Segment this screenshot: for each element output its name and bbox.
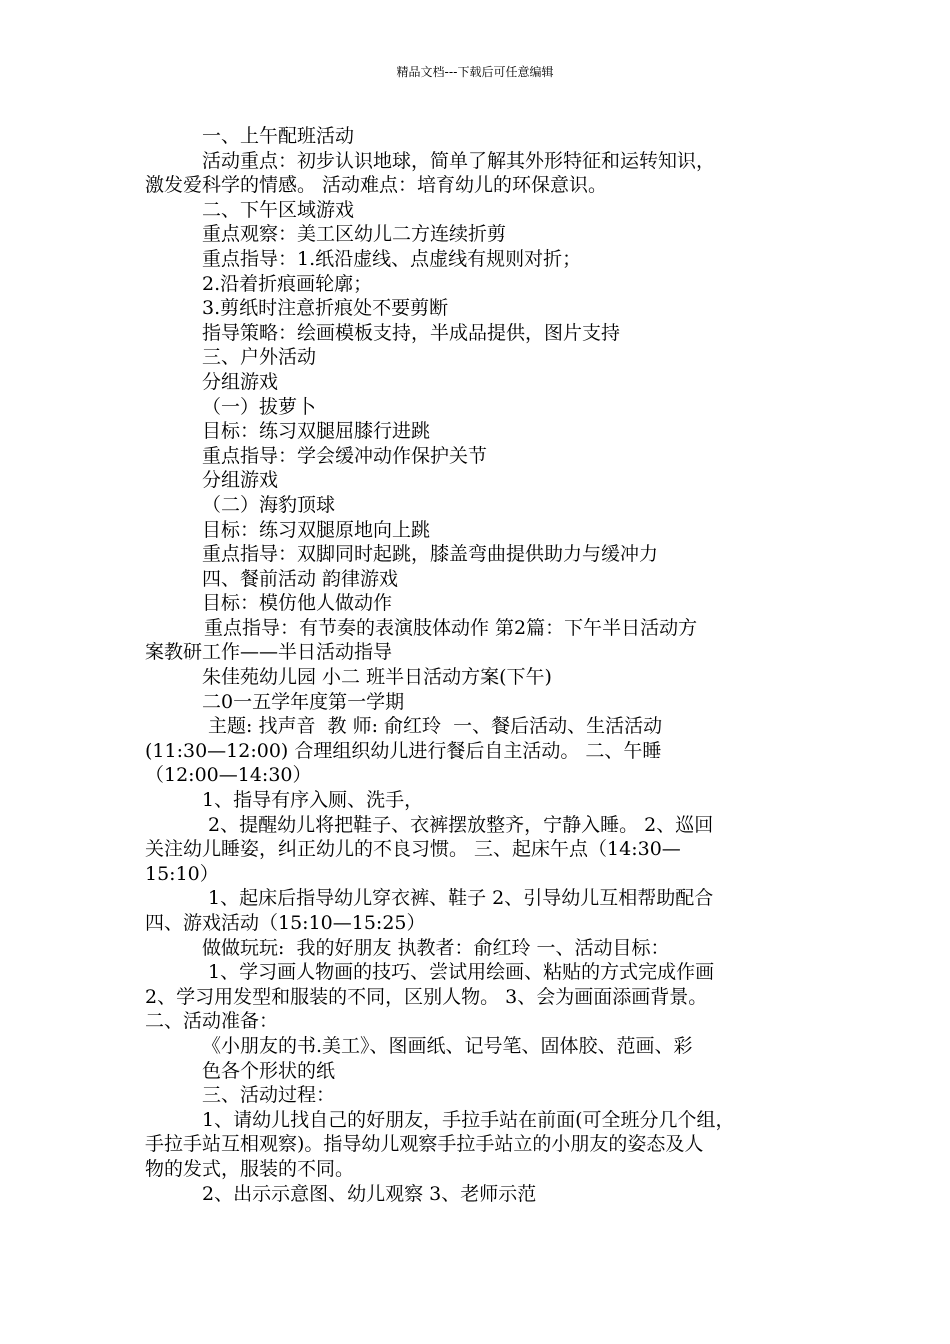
- text-line: 关注幼儿睡姿，纠正幼儿的不良习惯。 三、起床午点（14:30—: [145, 838, 681, 861]
- text-line: （二）海豹顶球: [202, 493, 336, 516]
- text-line: 目标：模仿他人做动作: [202, 592, 393, 615]
- text-line: 2、学习用发型和服装的不同，区别人物。 3、会为画面添画背景。: [145, 985, 708, 1008]
- text-line: 二、活动准备：: [145, 1010, 279, 1033]
- text-line: 朱佳苑幼儿园 小二 班半日活动方案(下午): [202, 666, 552, 689]
- text-line: 重点观察：美工区幼儿二方连续折剪: [202, 223, 507, 246]
- text-line: 2、提醒幼儿将把鞋子、衣裤摆放整齐，宁静入睡。 2、巡回: [202, 813, 714, 836]
- text-line: 重点指导：学会缓冲动作保护关节: [202, 444, 488, 467]
- text-line: 做做玩玩: 我的好朋友 执教者：俞红玲 一、活动目标：: [202, 936, 670, 959]
- text-line: 1、学习画人物画的技巧、尝试用绘画、粘贴的方式完成作画: [202, 961, 715, 984]
- text-line: 重点指导：1.纸沿虚线、点虚线有规则对折；: [202, 247, 582, 270]
- text-line: 四、餐前活动 韵律游戏: [202, 567, 399, 590]
- text-line: 15:10）: [145, 862, 219, 885]
- text-line: 重点指导：双脚同时起跳，膝盖弯曲提供助力与缓冲力: [202, 543, 659, 566]
- text-line: 2、出示示意图、幼儿观察 3、老师示范: [202, 1182, 537, 1205]
- text-line: 一、上午配班活动: [202, 125, 355, 147]
- text-line: 三、户外活动: [202, 346, 317, 369]
- text-line: 分组游戏: [202, 469, 279, 492]
- text-line: (11:30—12:00) 合理组织幼儿进行餐后自主活动。 二、午睡: [145, 739, 662, 762]
- text-line: 二、下午区域游戏: [202, 198, 355, 221]
- text-line: （12:00—14:30）: [145, 764, 312, 787]
- text-line: 二0一五学年度第一学期: [202, 690, 405, 713]
- text-line: 三、活动过程：: [202, 1084, 336, 1107]
- text-line: 色各个形状的纸: [202, 1059, 336, 1082]
- text-line: 重点指导：有节奏的表演肢体动作 第2篇：下午半日活动方: [204, 616, 698, 639]
- text-line: （一）拔萝卜: [202, 395, 317, 418]
- document-body: [145, 124, 810, 1206]
- text-line: 四、游戏活动（15:10—15:25）: [145, 912, 426, 934]
- text-line: 目标：练习双腿原地向上跳: [202, 518, 431, 541]
- text-line: 活动重点：初步认识地球，简单了解其外形特征和运转知识，: [202, 149, 716, 172]
- text-line: 激发爱科学的情感。 活动难点：培育幼儿的环保意识。: [145, 174, 608, 197]
- text-line: 案教研工作——半日活动指导: [145, 641, 393, 664]
- text-line: 1、请幼儿找自己的好朋友，手拉手站在前面(可全班分几个组，: [202, 1108, 735, 1131]
- text-line: 3.剪纸时注意折痕处不要剪断: [202, 297, 449, 320]
- text-line: 1、起床后指导幼儿穿衣裤、鞋子 2、引导幼儿互相帮助配合: [202, 887, 714, 910]
- text-line: 《小朋友的书.美工》、图画纸、记号笔、固体胶、范画、彩: [202, 1034, 693, 1057]
- text-line: 目标：练习双腿屈膝行进跳: [202, 420, 431, 443]
- text-line: 2.沿着折痕画轮廓；: [202, 272, 373, 295]
- text-line: 分组游戏: [202, 370, 279, 393]
- page-header: 精品文档---下载后可任意编辑: [396, 65, 554, 79]
- text-line: 手拉手站互相观察)。指导幼儿观察手拉手站立的小朋友的姿态及人: [145, 1133, 704, 1156]
- text-line: 指导策略：绘画模板支持，半成品提供，图片支持: [202, 321, 621, 344]
- text-line: 物的发式，服装的不同。: [145, 1157, 355, 1180]
- text-line: 主题: 找声音 教 师: 俞红玲 一、餐后活动、生活活动: [202, 715, 663, 738]
- text-line: 1、指导有序入厕、洗手，: [202, 789, 424, 812]
